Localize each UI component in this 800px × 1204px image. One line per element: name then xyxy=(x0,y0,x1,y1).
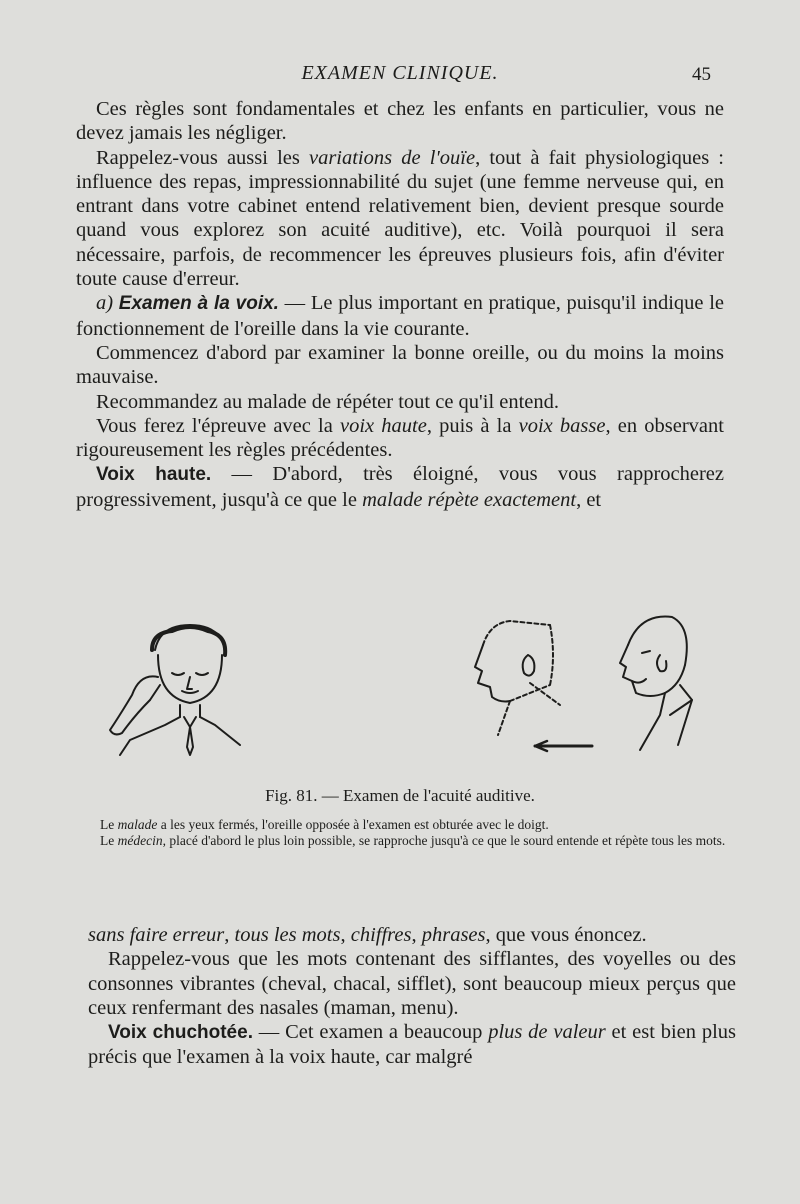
figure-81-illustration xyxy=(80,605,730,790)
text-block-lower xyxy=(88,923,736,1070)
paragraph-continuation: sans faire erreur, tous les mots, chiffres, phrases, que vous énoncez. xyxy=(88,924,647,946)
running-header: EXAMEN CLINIQUE. xyxy=(301,62,499,84)
figure-title: Fig. 81. — Examen de l'acuité auditive. xyxy=(265,786,535,805)
paragraph: Vous ferez l'épreuve avec la voix haute, puis à la voix basse, en observant rigoureusement les règles précédentes. xyxy=(76,414,724,462)
text-block-upper xyxy=(76,97,724,512)
paragraph: Commencez d'abord par examiner la bonne oreille, ou du moins la moins mauvaise. xyxy=(76,341,724,389)
paragraph: Rappelez-vous que les mots contenant des sifflantes, des voyelles ou des consonnes vibrantes (cheval, chacal, sifflet), sont beaucoup mieux perçus que ceux renfermant des nasales (maman, menu). xyxy=(88,948,736,1019)
ear-diagram xyxy=(475,621,560,735)
patient-drawing xyxy=(110,625,240,755)
paragraph: Ces règles sont fondamentales et chez les enfants en particulier, vous ne devez jamais les négliger. xyxy=(76,98,724,145)
page-number: 45 xyxy=(692,64,711,85)
doctor-drawing xyxy=(620,617,692,750)
direction-arrow xyxy=(535,741,592,751)
figure-caption xyxy=(86,817,726,849)
paragraph-voix-haute: Voix haute. — D'abord, très éloigné, vous vous rapprocherez progressivement, jusqu'à ce que le malade répète exactement, et xyxy=(76,463,724,511)
paragraph-voix-chuchotee: Voix chuchotée. — Cet examen a beaucoup plus de valeur et est bien plus précis que l'examen à la voix haute, car malgré xyxy=(88,1021,736,1069)
paragraph: Rappelez-vous aussi les variations de l'ouïe, tout à fait physiologiques : influence des repas, impressionnabilité du sujet (une femme nerveuse qui, en entrant dans votre cabinet entend relativement bien, devient presque sourde quand vous explorez son acuité auditive), etc. Voilà pourquoi il sera nécessaire, parfois, de recommencer les épreuves plusieurs fois, afin d'éviter toute cause d'erreur. xyxy=(76,146,724,291)
section-heading-examen-voix: a) Examen à la voix. — Le plus important en pratique, puisqu'il indique le fonctionnement de l'oreille dans la vie courante. xyxy=(76,292,725,340)
caption-line: Le malade a les yeux fermés, l'oreille opposée à l'examen est obturée avec le doigt. xyxy=(100,817,549,832)
paragraph: Recommandez au malade de répéter tout ce qu'il entend. xyxy=(96,390,560,413)
caption-line: Le médecin, placé d'abord le plus loin possible, se rapproche jusqu'à ce que le sourd entende et répète tous les mots. xyxy=(100,833,726,848)
